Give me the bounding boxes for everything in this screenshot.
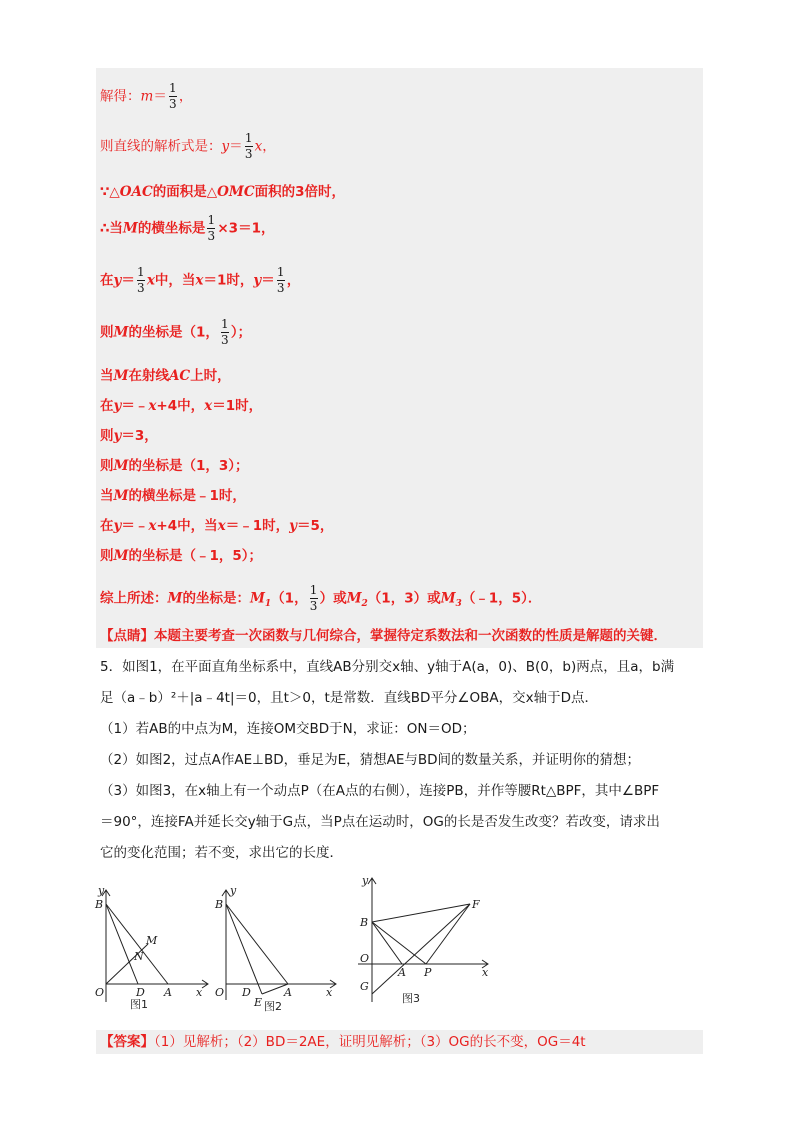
answer-tag: 【答案】 [100, 1034, 154, 1050]
solution-line: 在y＝ $\frac{1}{3}$ x中，当x＝1时，y＝ $\frac{1}{3}$ ， [100, 265, 301, 295]
fig1-label-N: N [134, 950, 144, 963]
figure-3 [350, 872, 500, 1024]
figure-1 [92, 882, 212, 1022]
solution-line: ∵△OAC的面积是△OMC面积的3倍时， [100, 184, 346, 200]
solution-line: 综上所述：M的坐标是：$M_1(1$， $\frac{1}{3}$ ）或$M_2(1$，3）或$M_3(﹣1$，5）． [100, 583, 542, 613]
fig3-label-F: F [472, 898, 480, 911]
fraction: $\frac{1}{3}$ [168, 81, 177, 111]
fig1-caption: 图1 [130, 998, 148, 1011]
fig2-label-E: E [254, 996, 263, 1009]
figure-2 [212, 882, 342, 1022]
fig3-label-y: y [362, 874, 369, 887]
fig1-label-y: y [98, 884, 105, 897]
problem-line: （1）若AB的中点为M，连接OM交BD于N，求证：ON＝OD； [100, 721, 476, 737]
fig2-label-D: D [242, 986, 251, 999]
solution-line: 在y＝﹣x+4中，当x＝﹣1时，y＝5， [100, 518, 334, 534]
fig2-label-x: x [326, 986, 333, 999]
problem-line: ＝90°，连接FA并延长交y轴于G点，当P点在运动时，OG的长是否发生改变？若改变，请求出 [100, 814, 660, 830]
fig3-caption: 图3 [402, 992, 420, 1005]
solution-line: 则M的坐标是（1， $\frac{1}{3}$ ）； [100, 317, 252, 347]
solution-line: 则M的坐标是（﹣1，5）； [100, 548, 262, 564]
solution-line: 解得：m＝ $\frac{1}{3}$ ， [100, 81, 193, 111]
fig3-label-x: x [482, 966, 489, 979]
comment-line [100, 628, 667, 644]
solution-line: 则直线的解析式是：y＝ $\frac{1}{3}$ x， [100, 131, 276, 161]
solution-line: 当M的横坐标是﹣1时， [100, 488, 246, 504]
answer-line [100, 1034, 586, 1050]
fig3-label-A: A [398, 966, 406, 979]
fig2-label-A: A [284, 986, 292, 999]
solution-line: 当M在射线AC上时， [100, 368, 231, 384]
problem-line: 足（a﹣b）²＋|a﹣4t|＝0，且t＞0，t是常数．直线BD平分∠OBA，交x轴于D点． [100, 690, 599, 706]
problem-line: （3）如图3，在x轴上有一个动点P（在A点的右侧），连接PB，并作等腰Rt△BPF，其中∠BPF [100, 783, 660, 799]
fraction: $\frac{1}{3}$ [207, 213, 216, 243]
fig1-label-D: D [136, 986, 145, 999]
fraction: $\frac{1}{3}$ [276, 265, 285, 295]
fig3-label-B: B [360, 916, 369, 929]
problem-line: 它的变化范围；若不变，求出它的长度． [100, 845, 343, 861]
fig3-label-G: G [360, 980, 369, 993]
fig2-label-O: O [215, 986, 225, 999]
fraction: $\frac{1}{3}$ [221, 317, 229, 347]
fraction: $\frac{1}{3}$ [244, 131, 253, 161]
fig2-label-B: B [215, 898, 224, 911]
fig2-caption: 图2 [264, 1000, 282, 1013]
solution-line: ∴当M的横坐标是 $\frac{1}{3}$ ×3＝1， [100, 213, 275, 243]
problem-line: 5．如图1，在平面直角坐标系中，直线AB分别交x轴、y轴于A(a，0)、B(0，b)两点，且a，b满 [100, 659, 675, 675]
fig1-label-A: A [164, 986, 172, 999]
fig1-label-M: M [146, 934, 158, 947]
comment-tag: 【点睛】 [100, 628, 154, 644]
solution-line: 则M的坐标是（1，3）； [100, 458, 249, 474]
fraction: $\frac{1}{3}$ [137, 265, 145, 295]
fraction: $\frac{1}{3}$ [309, 583, 318, 613]
solution-line: 则y＝3， [100, 428, 158, 444]
fig2-label-y: y [230, 884, 237, 897]
fig1-label-B: B [95, 898, 104, 911]
fig3-label-O: O [360, 952, 370, 965]
fig1-label-x: x [196, 986, 203, 999]
fig1-label-O: O [95, 986, 105, 999]
fig3-label-P: P [424, 966, 432, 979]
comment-text: 本题主要考查一次函数与几何综合，掌握待定系数法和一次函数的性质是解题的关键． [154, 628, 667, 644]
problem-line: （2）如图2，过点A作AE⊥BD，垂足为E，猜想AE与BD间的数量关系，并证明你的猜想； [100, 752, 641, 768]
answer-text: （1）见解析；（2）BD＝2AE，证明见解析；（3）OG的长不变，OG＝4t [154, 1034, 586, 1050]
solution-line: 在y＝﹣x+4中，x＝1时， [100, 398, 263, 414]
